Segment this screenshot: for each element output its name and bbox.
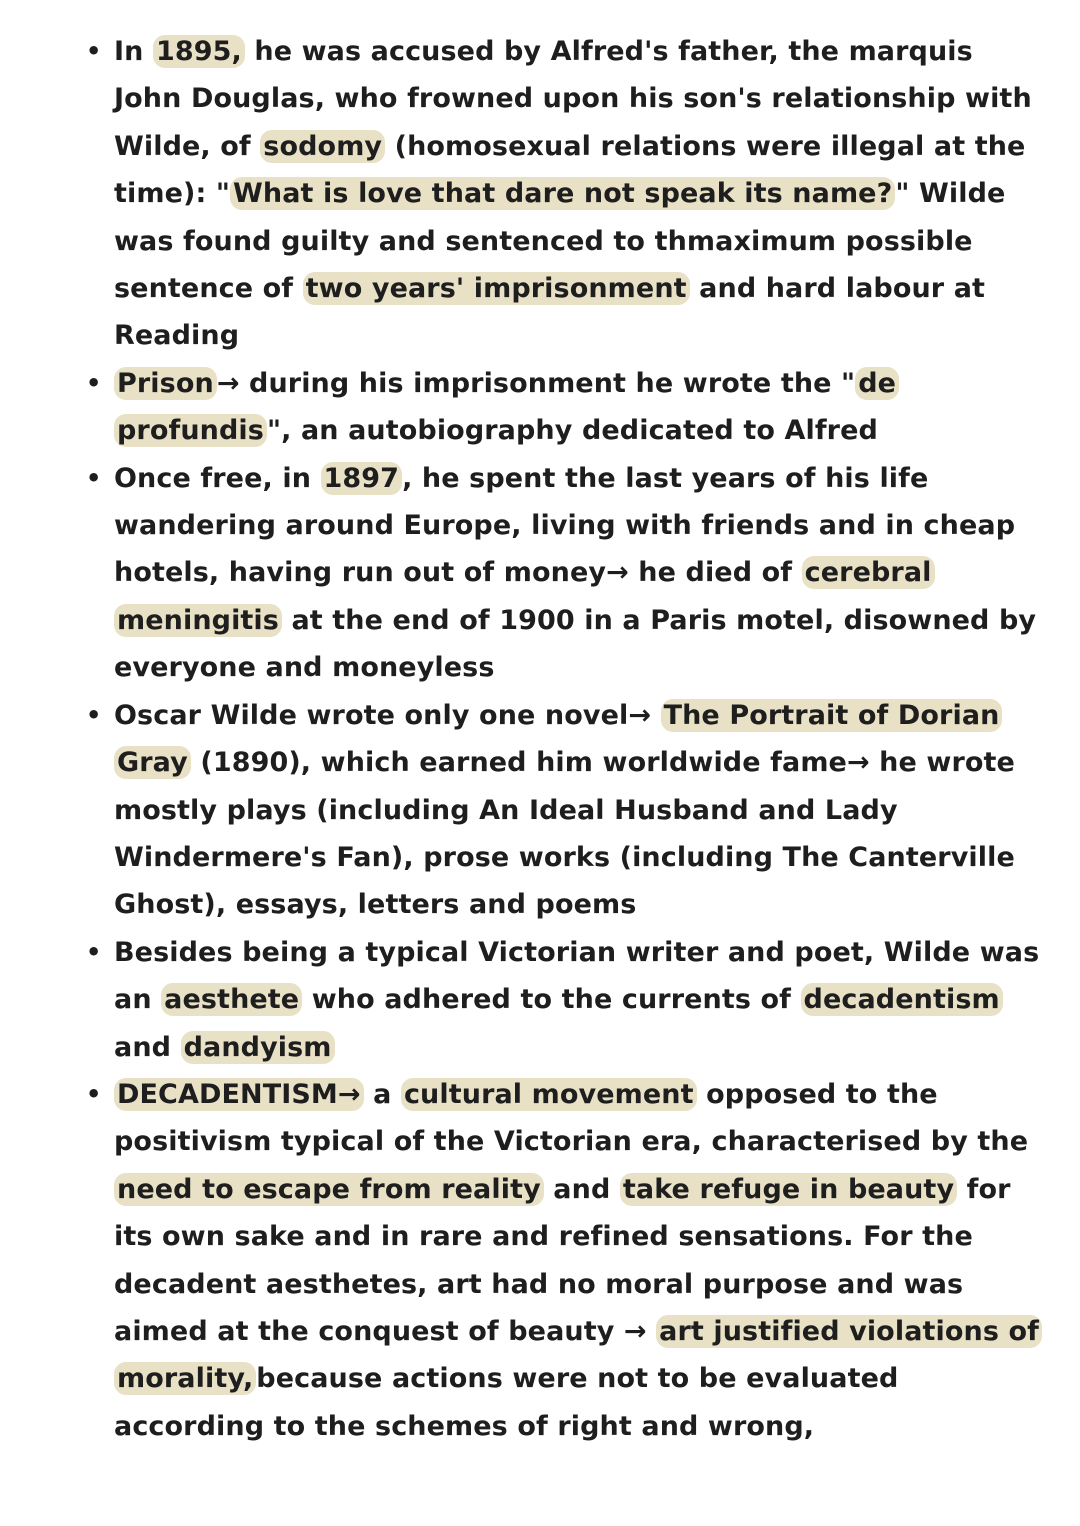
highlighted-text: dandyism [181,1031,335,1064]
highlighted-text: cultural movement [401,1078,697,1111]
highlighted-text: What is love that dare not speak its name? [230,177,895,210]
list-item [0,929,1080,1071]
text-segment: (homosexual relations were illegal at the time): " [114,130,1026,210]
text-segment: he was accused by Alfred's father, the marquis John Douglas, who frowned upon his son's relationship with Wilde, of [114,36,1032,162]
list-item [0,360,1080,455]
text-segment: and [114,1031,181,1063]
highlighted-text: DECADENTISM→ [114,1078,364,1111]
highlighted-text: sodomy [260,130,385,163]
highlighted-text: cerebral meningitis [114,556,935,636]
text-segment: for its own sake and in rare and refined sensations. For the decadent aesthetes, art had no moral purpose and was aimed at the conquest of beauty → [114,1173,1011,1347]
list-item [0,455,1080,692]
text-segment: Once free, in [114,462,321,494]
text-segment: Oscar Wilde wrote only one novel→ [114,699,661,731]
highlighted-text: 1897 [321,462,403,495]
highlighted-text: The Portrait of Dorian Gray [114,699,1002,779]
highlighted-text: aesthete [161,983,302,1016]
highlighted-text: Prison [114,367,217,400]
text-segment: In [114,36,153,67]
bullet-marker: • [86,37,102,65]
highlighted-text: art justified violations of morality, [114,1315,1042,1395]
highlighted-text: 1895, [153,35,245,68]
text-segment: Besides being a typical Victorian writer and poet, Wilde was an [114,936,1040,1016]
bullet-marker: • [86,463,102,492]
highlighted-text: need to escape from reality [114,1173,544,1206]
text-segment: a [363,1078,401,1110]
highlighted-text: de profundis [114,367,899,447]
text-segment: who adhered to the currents of [302,984,801,1016]
list-item [0,692,1080,929]
text-segment: opposed to the positivism typical of the Victorian era, characterised by the [114,1078,1029,1158]
highlighted-text: two years' imprisonment [303,272,690,305]
text-segment: , he spent the last years of his life wandering around Europe, living with friends and in cheap hotels, having run out of money→ he died of [114,462,1016,589]
text-segment: (1890), which earned him worldwide fame→ he wrote mostly plays (including An Ideal Husband and Lady Windermere's Fan), prose works (including The Canterville Ghost), essays, letters and poems [114,747,1015,921]
bullet-marker: • [86,1079,102,1108]
bullet-list [0,28,1080,1450]
list-item [0,1071,1080,1450]
highlighted-text: decadentism [801,983,1003,1016]
text-segment: ", an autobiography dedicated to Alfred [266,415,878,447]
list-item [0,28,1080,360]
text-segment: because actions were not to be evaluated according to the schemes of right and wrong, [114,1363,899,1442]
bullet-marker: • [86,700,102,729]
text-segment: at the end of 1900 in a Paris motel, disowned by everyone and moneyless [114,604,1037,684]
bullet-marker: • [86,937,102,966]
text-segment: " Wilde was found guilty and sentenced to thmaximum possible sentence of [114,178,1006,305]
text-segment: and [543,1173,620,1205]
text-segment: → during his imprisonment he wrote the " [216,367,856,399]
highlighted-text: take refuge in beauty [620,1173,957,1206]
text-segment: and hard labour at Reading [114,273,986,352]
bullet-marker: • [86,368,102,397]
